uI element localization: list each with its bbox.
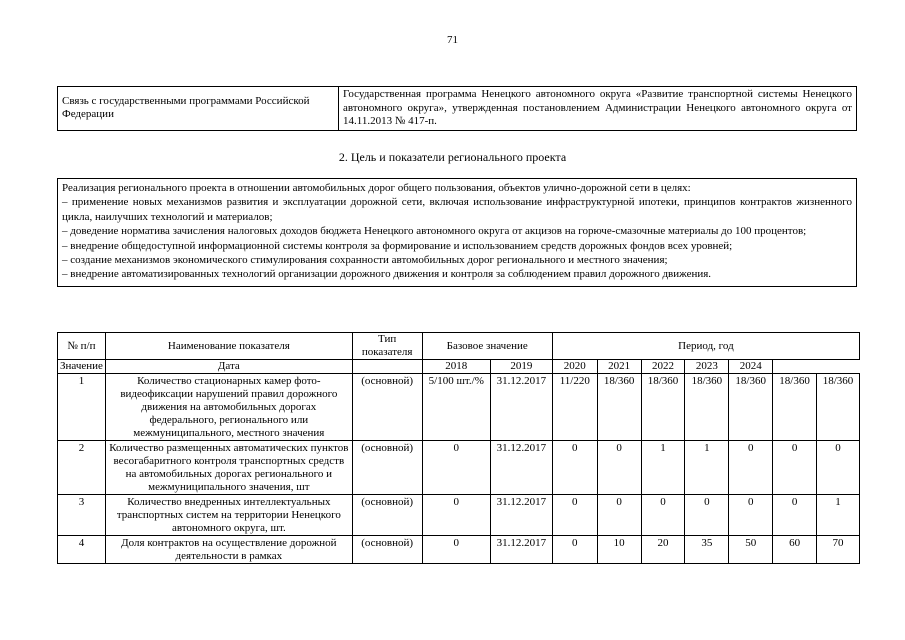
row-year-value: 0 xyxy=(641,495,685,536)
header-year: 2021 xyxy=(597,360,641,374)
row-year-value: 0 xyxy=(597,441,641,495)
row-date: 31.12.2017 xyxy=(490,495,552,536)
row-num: 1 xyxy=(58,374,106,441)
row-date: 31.12.2017 xyxy=(490,536,552,564)
row-year-value: 18/360 xyxy=(817,374,860,441)
row-year-value: 0 xyxy=(773,495,817,536)
row-name: Количество внедренных интеллектуальных транспортных систем на территории Ненецкого автономного округа, шт. xyxy=(105,495,352,536)
header-period: Период, год xyxy=(552,333,859,360)
row-year-value: 0 xyxy=(552,441,597,495)
link-label: Связь с государственными программами Российской Федерации xyxy=(58,87,339,131)
row-value: 0 xyxy=(422,495,490,536)
row-year-value: 1 xyxy=(817,495,860,536)
row-year-value: 18/360 xyxy=(597,374,641,441)
row-year-value: 0 xyxy=(729,441,773,495)
row-year-value: 50 xyxy=(729,536,773,564)
row-year-value: 70 xyxy=(817,536,860,564)
row-type: (основной) xyxy=(352,374,422,441)
row-year-value: 0 xyxy=(552,536,597,564)
row-year-value: 11/220 xyxy=(552,374,597,441)
header-name: Наименование показателя xyxy=(105,333,352,360)
table-row xyxy=(58,441,860,495)
row-year-value: 1 xyxy=(685,441,729,495)
indicators-table xyxy=(57,332,860,564)
header-year: 2018 xyxy=(422,360,490,374)
table-row xyxy=(58,495,860,536)
row-year-value: 0 xyxy=(685,495,729,536)
row-year-value: 20 xyxy=(641,536,685,564)
row-num: 3 xyxy=(58,495,106,536)
row-value: 0 xyxy=(422,441,490,495)
goal-line: – применение новых механизмов развития и эксплуатации дорожной сети, включая использование инфраструктурной ипотеки, принципов контрактов жизненного цикла, наилучших технологий и материалов; xyxy=(62,196,852,223)
row-type: (основной) xyxy=(352,441,422,495)
header-year: 2020 xyxy=(552,360,597,374)
header-num: № п/п xyxy=(58,333,106,360)
row-num: 2 xyxy=(58,441,106,495)
header-base-value-cell: Значение xyxy=(58,360,106,374)
header-year: 2023 xyxy=(685,360,729,374)
link-value: Государственная программа Ненецкого автономного округа «Развитие транспортной системы Ненецкого автономного округа», утвержденная постановлением Администрации Ненецкого автономного округа от 14.11.2013 № 417-п. xyxy=(339,87,857,131)
row-name: Количество размещенных автоматических пунктов весогабаритного контроля транспортных средств на автомобильных дорогах регионального и межмуниципального значения, шт xyxy=(105,441,352,495)
row-year-value: 18/360 xyxy=(641,374,685,441)
row-year-value: 18/360 xyxy=(773,374,817,441)
state-program-link-table xyxy=(57,86,857,131)
table-row xyxy=(58,536,860,564)
row-name: Доля контрактов на осуществление дорожной деятельности в рамках xyxy=(105,536,352,564)
goal-line: – внедрение автоматизированных технологий организации дорожного движения и контроля за соблюдением правил дорожного движения. xyxy=(62,268,712,281)
header-year: 2019 xyxy=(490,360,552,374)
row-date: 31.12.2017 xyxy=(490,374,552,441)
row-year-value: 0 xyxy=(773,441,817,495)
page-number: 71 xyxy=(447,34,458,46)
row-year-value: 35 xyxy=(685,536,729,564)
row-year-value: 0 xyxy=(729,495,773,536)
row-date: 31.12.2017 xyxy=(490,441,552,495)
row-year-value: 0 xyxy=(552,495,597,536)
row-name: Количество стационарных камер фото-видеофиксации нарушений правил дорожного движения на автомобильных дорогах федерального, регионального или межмуниципального, местного значения xyxy=(105,374,352,441)
row-year-value: 60 xyxy=(773,536,817,564)
goal-line: – внедрение общедоступной информационной системы контроля за формирование и использованием средств дорожных фондов всех уровней; xyxy=(62,239,733,252)
goal-line: – создание механизмов экономического стимулирования сохранности автомобильных дорог регионального и местного значения; xyxy=(62,254,668,267)
header-base-date: Дата xyxy=(105,360,352,374)
goal-line: Реализация регионального проекта в отношении автомобильных дорог общего пользования, объектов улично-дорожной сети в целях: xyxy=(62,182,691,194)
row-year-value: 0 xyxy=(817,441,860,495)
row-value: 0 xyxy=(422,536,490,564)
goal-box xyxy=(57,178,857,287)
row-year-value: 0 xyxy=(597,495,641,536)
row-type: (основной) xyxy=(352,495,422,536)
header-year: 2022 xyxy=(641,360,685,374)
header-type: Тип показателя xyxy=(352,333,422,360)
row-year-value: 1 xyxy=(641,441,685,495)
row-value: 5/100 шт./% xyxy=(422,374,490,441)
row-year-value: 18/360 xyxy=(685,374,729,441)
row-year-value: 18/360 xyxy=(729,374,773,441)
header-year: 2024 xyxy=(729,360,773,374)
goal-line: – доведение норматива зачисления налоговых доходов бюджета Ненецкого автономного округа от акцизов на горюче-смазочные материалы до 100 процентов; xyxy=(62,225,807,238)
row-type: (основной) xyxy=(352,536,422,564)
section-title: 2. Цель и показатели регионального проекта xyxy=(338,150,567,164)
row-num: 4 xyxy=(58,536,106,564)
table-row xyxy=(58,374,860,441)
header-base: Базовое значение xyxy=(422,333,552,360)
row-year-value: 10 xyxy=(597,536,641,564)
